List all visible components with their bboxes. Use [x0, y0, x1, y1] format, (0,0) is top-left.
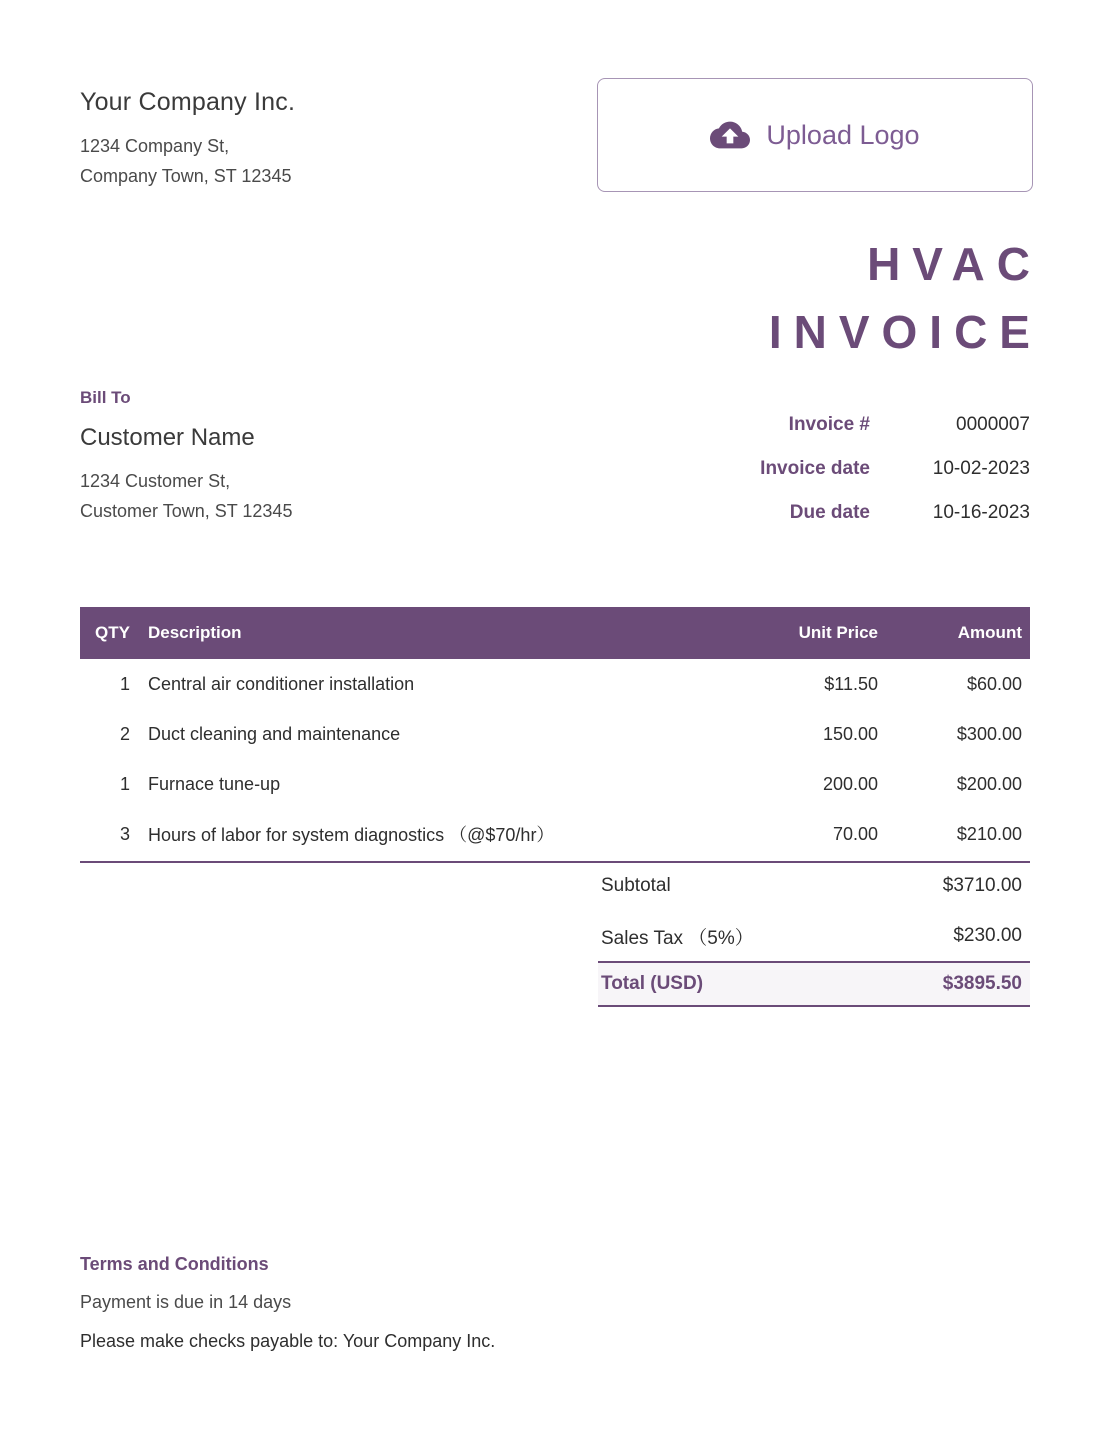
invoice-number-row [670, 414, 1030, 458]
upload-logo-button[interactable] [597, 78, 1033, 192]
page-title-line2: INVOICE [768, 306, 1042, 358]
row-amount: $60.00 [966, 673, 1022, 694]
bill-to-label: Bill To [80, 388, 131, 407]
sales-tax-row [598, 911, 1030, 961]
total-value: $3895.50 [942, 973, 1022, 994]
due-date-label: Due date [789, 502, 870, 523]
due-date-row [670, 502, 1030, 546]
subtotal-label: Subtotal [601, 875, 671, 896]
table-body [80, 659, 1030, 863]
header-description: Description [148, 623, 242, 642]
total-label: Total (USD) [601, 973, 704, 994]
due-date-value: 10-16-2023 [932, 502, 1030, 523]
table-header-row [80, 607, 1030, 659]
row-amount: $210.00 [956, 823, 1022, 844]
company-address [80, 131, 295, 191]
row-description: Hours of labor for system diagnostics （@$70/hr） [148, 825, 555, 845]
terms-heading: Terms and Conditions [80, 1254, 269, 1274]
company-block [80, 88, 295, 191]
row-description: Duct cleaning and maintenance [148, 723, 401, 744]
sales-tax-label: Sales Tax （5%） [601, 927, 754, 949]
invoice-meta [670, 414, 1030, 546]
sales-tax-value: $230.00 [953, 925, 1022, 946]
invoice-date-value: 10-02-2023 [932, 458, 1030, 479]
total-row [598, 961, 1030, 1007]
row-qty: 1 [119, 673, 130, 694]
header-qty: QTY [95, 623, 130, 642]
invoice-date-row [670, 458, 1030, 502]
customer-address-line1: 1234 Customer St, [80, 471, 231, 491]
row-amount: $200.00 [956, 773, 1022, 794]
row-qty: 1 [119, 773, 130, 794]
company-address-line1: 1234 Company St, [80, 136, 230, 156]
table-row [80, 709, 1030, 759]
row-unit-price: 200.00 [822, 773, 878, 794]
header-amount: Amount [957, 623, 1022, 642]
page-title-line1: HVAC [867, 238, 1042, 290]
row-unit-price: 70.00 [832, 823, 878, 844]
page-title [768, 230, 1042, 366]
terms-line2: Please make checks payable to: Your Company Inc. [80, 1331, 496, 1351]
cloud-upload-icon [710, 115, 750, 155]
invoice-date-label: Invoice date [760, 458, 870, 479]
summary-block [598, 861, 1030, 1007]
invoice-number-label: Invoice # [788, 414, 870, 435]
subtotal-row [598, 861, 1030, 911]
upload-logo-label: Upload Logo [766, 119, 920, 150]
subtotal-value: $3710.00 [942, 875, 1022, 896]
bill-to-block [80, 388, 292, 526]
row-qty: 2 [119, 723, 130, 744]
terms-line1: Payment is due in 14 days [80, 1292, 292, 1312]
row-qty: 3 [119, 823, 130, 844]
row-unit-price: 150.00 [822, 723, 878, 744]
company-name: Your Company Inc. [80, 88, 296, 116]
company-address-line2: Company Town, ST 12345 [80, 166, 292, 186]
row-unit-price: $11.50 [824, 673, 878, 694]
row-description: Central air conditioner installation [148, 673, 415, 694]
items-table [80, 607, 1030, 863]
row-amount: $300.00 [956, 723, 1022, 744]
terms-block [80, 1254, 495, 1352]
row-description: Furnace tune-up [148, 773, 281, 794]
customer-name: Customer Name [80, 424, 255, 451]
invoice-number-value: 0000007 [956, 414, 1030, 435]
customer-address-line2: Customer Town, ST 12345 [80, 501, 293, 521]
header-unit-price: Unit Price [798, 623, 878, 642]
table-row [80, 659, 1030, 709]
customer-address [80, 466, 292, 526]
table-row [80, 759, 1030, 809]
table-row [80, 809, 1030, 859]
